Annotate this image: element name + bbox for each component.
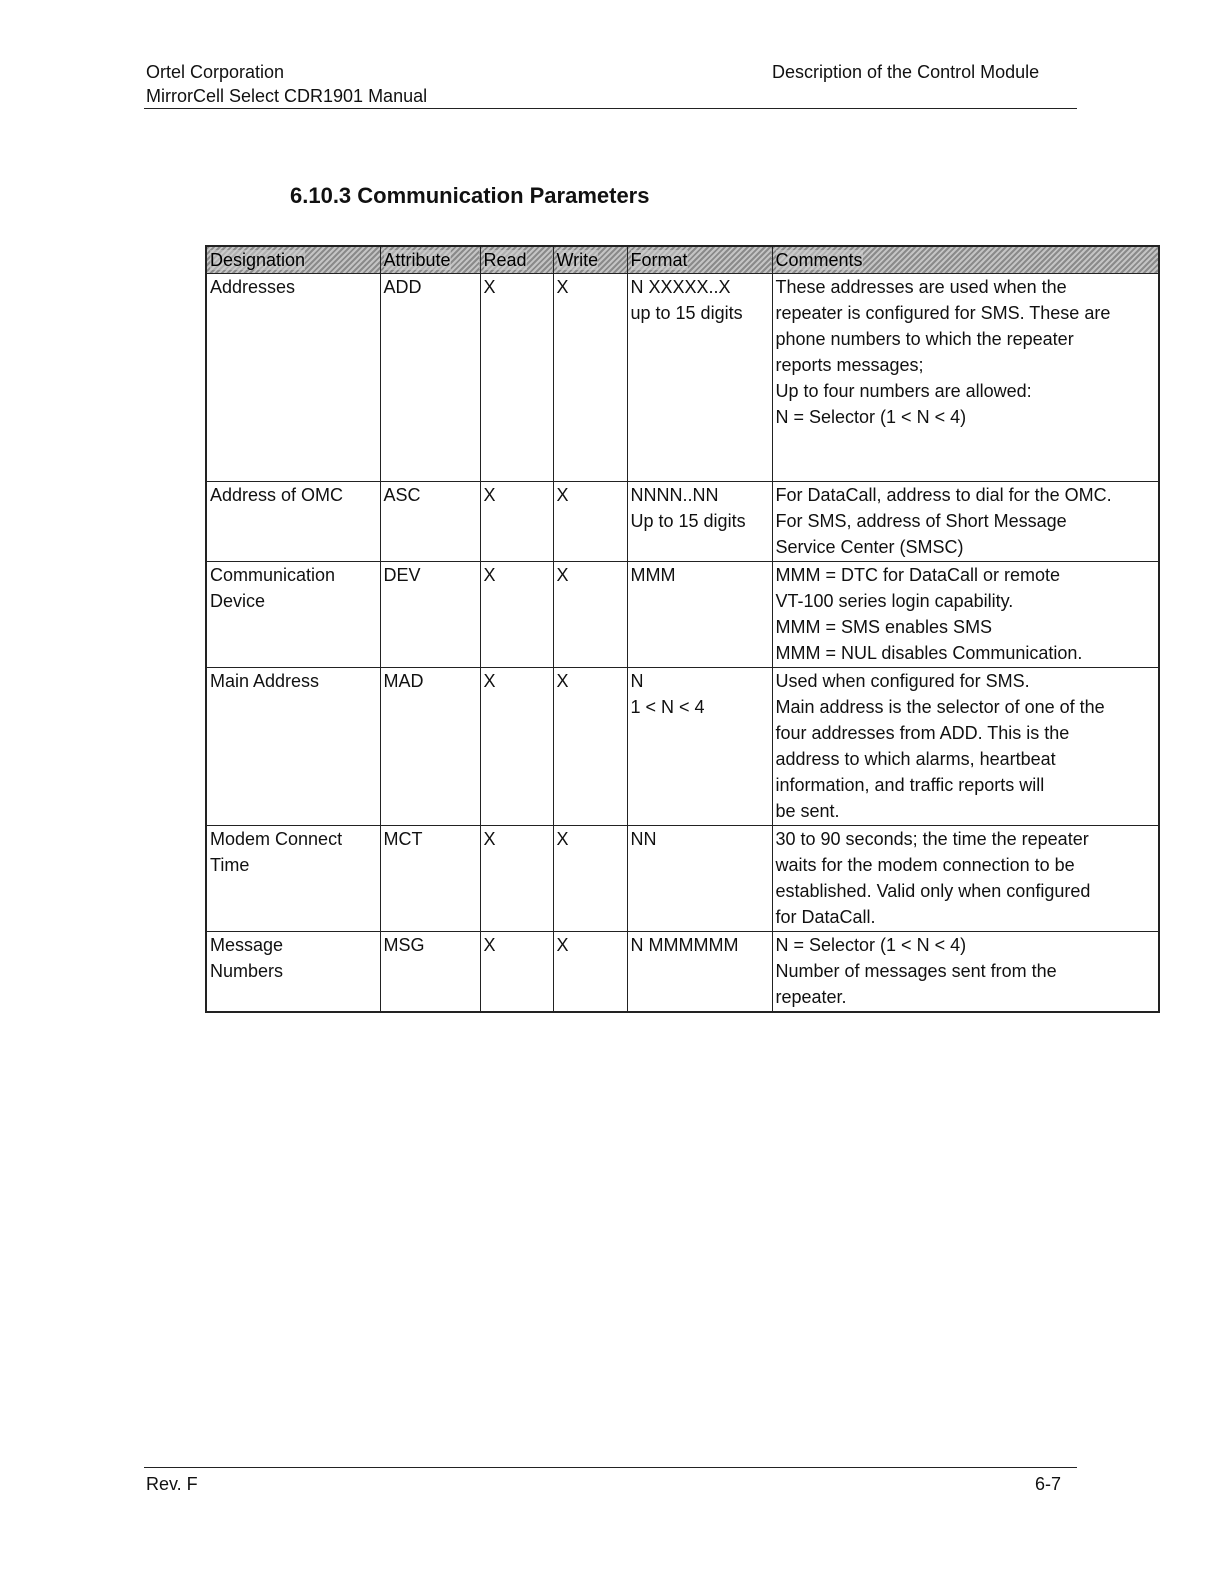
cell-designation — [206, 482, 380, 562]
cell-value: X — [483, 485, 496, 505]
table-row — [206, 668, 1159, 826]
cell-write — [553, 482, 627, 562]
communication-parameters-table — [205, 245, 1160, 1013]
cell-line: N = Selector (1 < N < 4) — [775, 407, 967, 427]
cell-value: MAD — [383, 671, 424, 691]
cell-comments — [772, 668, 1159, 826]
cell-write — [553, 274, 627, 482]
cell-line: repeater. — [775, 987, 847, 1007]
cell-designation — [206, 932, 380, 1012]
cell-line: Time — [210, 855, 250, 875]
cell-write — [553, 562, 627, 668]
cell-line: Up to 15 digits — [630, 511, 746, 531]
cell-format — [627, 668, 772, 826]
company-name: Ortel Corporation — [146, 62, 285, 82]
cell-value: X — [556, 485, 569, 505]
revision-label: Rev. F — [146, 1474, 198, 1494]
chapter-title: Description of the Control Module — [772, 62, 1040, 82]
cell-line: VT-100 series login capability. — [775, 591, 1014, 611]
cell-attribute — [380, 482, 480, 562]
cell-line: Device — [210, 591, 266, 611]
cell-value: X — [483, 277, 496, 297]
cell-format — [627, 932, 772, 1012]
section-title: 6.10.3 Communication Parameters — [290, 183, 650, 208]
cell-line: Addresses — [210, 277, 296, 297]
cell-value: X — [483, 935, 496, 955]
cell-line: reports messages; — [775, 355, 924, 375]
cell-value: X — [483, 671, 496, 691]
column-header-write: Write — [553, 246, 627, 274]
cell-line: N XXXXX..X — [630, 277, 731, 297]
cell-line: NN — [630, 829, 657, 849]
cell-line: Number of messages sent from the — [775, 961, 1057, 981]
cell-write — [553, 668, 627, 826]
cell-line: be sent. — [775, 801, 840, 821]
cell-line: For SMS, address of Short Message — [775, 511, 1067, 531]
page-header-left — [146, 60, 427, 108]
cell-format — [627, 482, 772, 562]
cell-line: 1 < N < 4 — [630, 697, 705, 717]
cell-line: N = Selector (1 < N < 4) — [775, 935, 967, 955]
cell-format — [627, 562, 772, 668]
cell-attribute — [380, 562, 480, 668]
cell-line: phone numbers to which the repeater — [775, 329, 1074, 349]
cell-line: information, and traffic reports will — [775, 775, 1045, 795]
cell-line: Main address is the selector of one of the — [775, 697, 1105, 717]
cell-line: repeater is configured for SMS. These are — [775, 303, 1111, 323]
cell-read — [480, 826, 553, 932]
cell-line: four addresses from ADD. This is the — [775, 723, 1070, 743]
cell-value: X — [556, 277, 569, 297]
cell-value: DEV — [383, 565, 421, 585]
footer-divider — [144, 1467, 1077, 1468]
cell-read — [480, 562, 553, 668]
table-row — [206, 932, 1159, 1012]
cell-designation — [206, 562, 380, 668]
cell-line: Address of OMC — [210, 485, 344, 505]
cell-value: X — [556, 671, 569, 691]
column-header-format: Format — [627, 246, 772, 274]
cell-comments — [772, 482, 1159, 562]
cell-designation — [206, 274, 380, 482]
cell-line: Up to four numbers are allowed: — [775, 381, 1032, 401]
cell-line: MMM = SMS enables SMS — [775, 617, 993, 637]
cell-line: MMM = NUL disables Communication. — [775, 643, 1083, 663]
cell-value: MCT — [383, 829, 423, 849]
cell-value: ASC — [383, 485, 421, 505]
cell-line: Service Center (SMSC) — [775, 537, 964, 557]
header-divider — [144, 108, 1077, 109]
table-row — [206, 826, 1159, 932]
cell-line: N MMMMMM — [630, 935, 739, 955]
cell-value: X — [556, 935, 569, 955]
cell-write — [553, 932, 627, 1012]
cell-line: address to which alarms, heartbeat — [775, 749, 1056, 769]
cell-value: X — [556, 565, 569, 585]
cell-value: X — [483, 829, 496, 849]
cell-line: Used when configured for SMS. — [775, 671, 1030, 691]
cell-attribute — [380, 668, 480, 826]
cell-line: waits for the modem connection to be — [775, 855, 1075, 875]
cell-line: N — [630, 671, 644, 691]
cell-line: 30 to 90 seconds; the time the repeater — [775, 829, 1089, 849]
cell-line: NNNN..NN — [630, 485, 719, 505]
cell-line: These addresses are used when the — [775, 277, 1067, 297]
cell-line: for DataCall. — [775, 907, 876, 927]
cell-attribute — [380, 826, 480, 932]
cell-write — [553, 826, 627, 932]
column-header-attribute: Attribute — [380, 246, 480, 274]
column-header-read: Read — [480, 246, 553, 274]
cell-line: For DataCall, address to dial for the OMC. — [775, 485, 1112, 505]
cell-line: up to 15 digits — [630, 303, 743, 323]
cell-comments — [772, 932, 1159, 1012]
cell-designation — [206, 668, 380, 826]
table-row — [206, 274, 1159, 482]
cell-format — [627, 274, 772, 482]
cell-line: Message — [210, 935, 284, 955]
cell-read — [480, 932, 553, 1012]
cell-line: established. Valid only when configured — [775, 881, 1091, 901]
cell-line: Modem Connect — [210, 829, 343, 849]
cell-line: MMM = DTC for DataCall or remote — [775, 565, 1061, 585]
cell-comments — [772, 274, 1159, 482]
cell-value: MSG — [383, 935, 425, 955]
cell-line: Main Address — [210, 671, 320, 691]
table-header-row — [206, 246, 1159, 274]
column-header-comments: Comments — [772, 246, 1159, 274]
cell-value: ADD — [383, 277, 422, 297]
cell-read — [480, 668, 553, 826]
cell-comments — [772, 562, 1159, 668]
cell-designation — [206, 826, 380, 932]
table-row — [206, 482, 1159, 562]
column-header-designation: Designation — [206, 246, 380, 274]
table-row — [206, 562, 1159, 668]
manual-title: MirrorCell Select CDR1901 Manual — [146, 86, 428, 106]
cell-read — [480, 482, 553, 562]
cell-value: X — [483, 565, 496, 585]
cell-format — [627, 826, 772, 932]
cell-comments — [772, 826, 1159, 932]
cell-attribute — [380, 274, 480, 482]
cell-value: X — [556, 829, 569, 849]
cell-read — [480, 274, 553, 482]
cell-line: Communication — [210, 565, 336, 585]
cell-attribute — [380, 932, 480, 1012]
page-number: 6-7 — [1035, 1474, 1062, 1494]
cell-line: MMM — [630, 565, 676, 585]
cell-line: Numbers — [210, 961, 284, 981]
